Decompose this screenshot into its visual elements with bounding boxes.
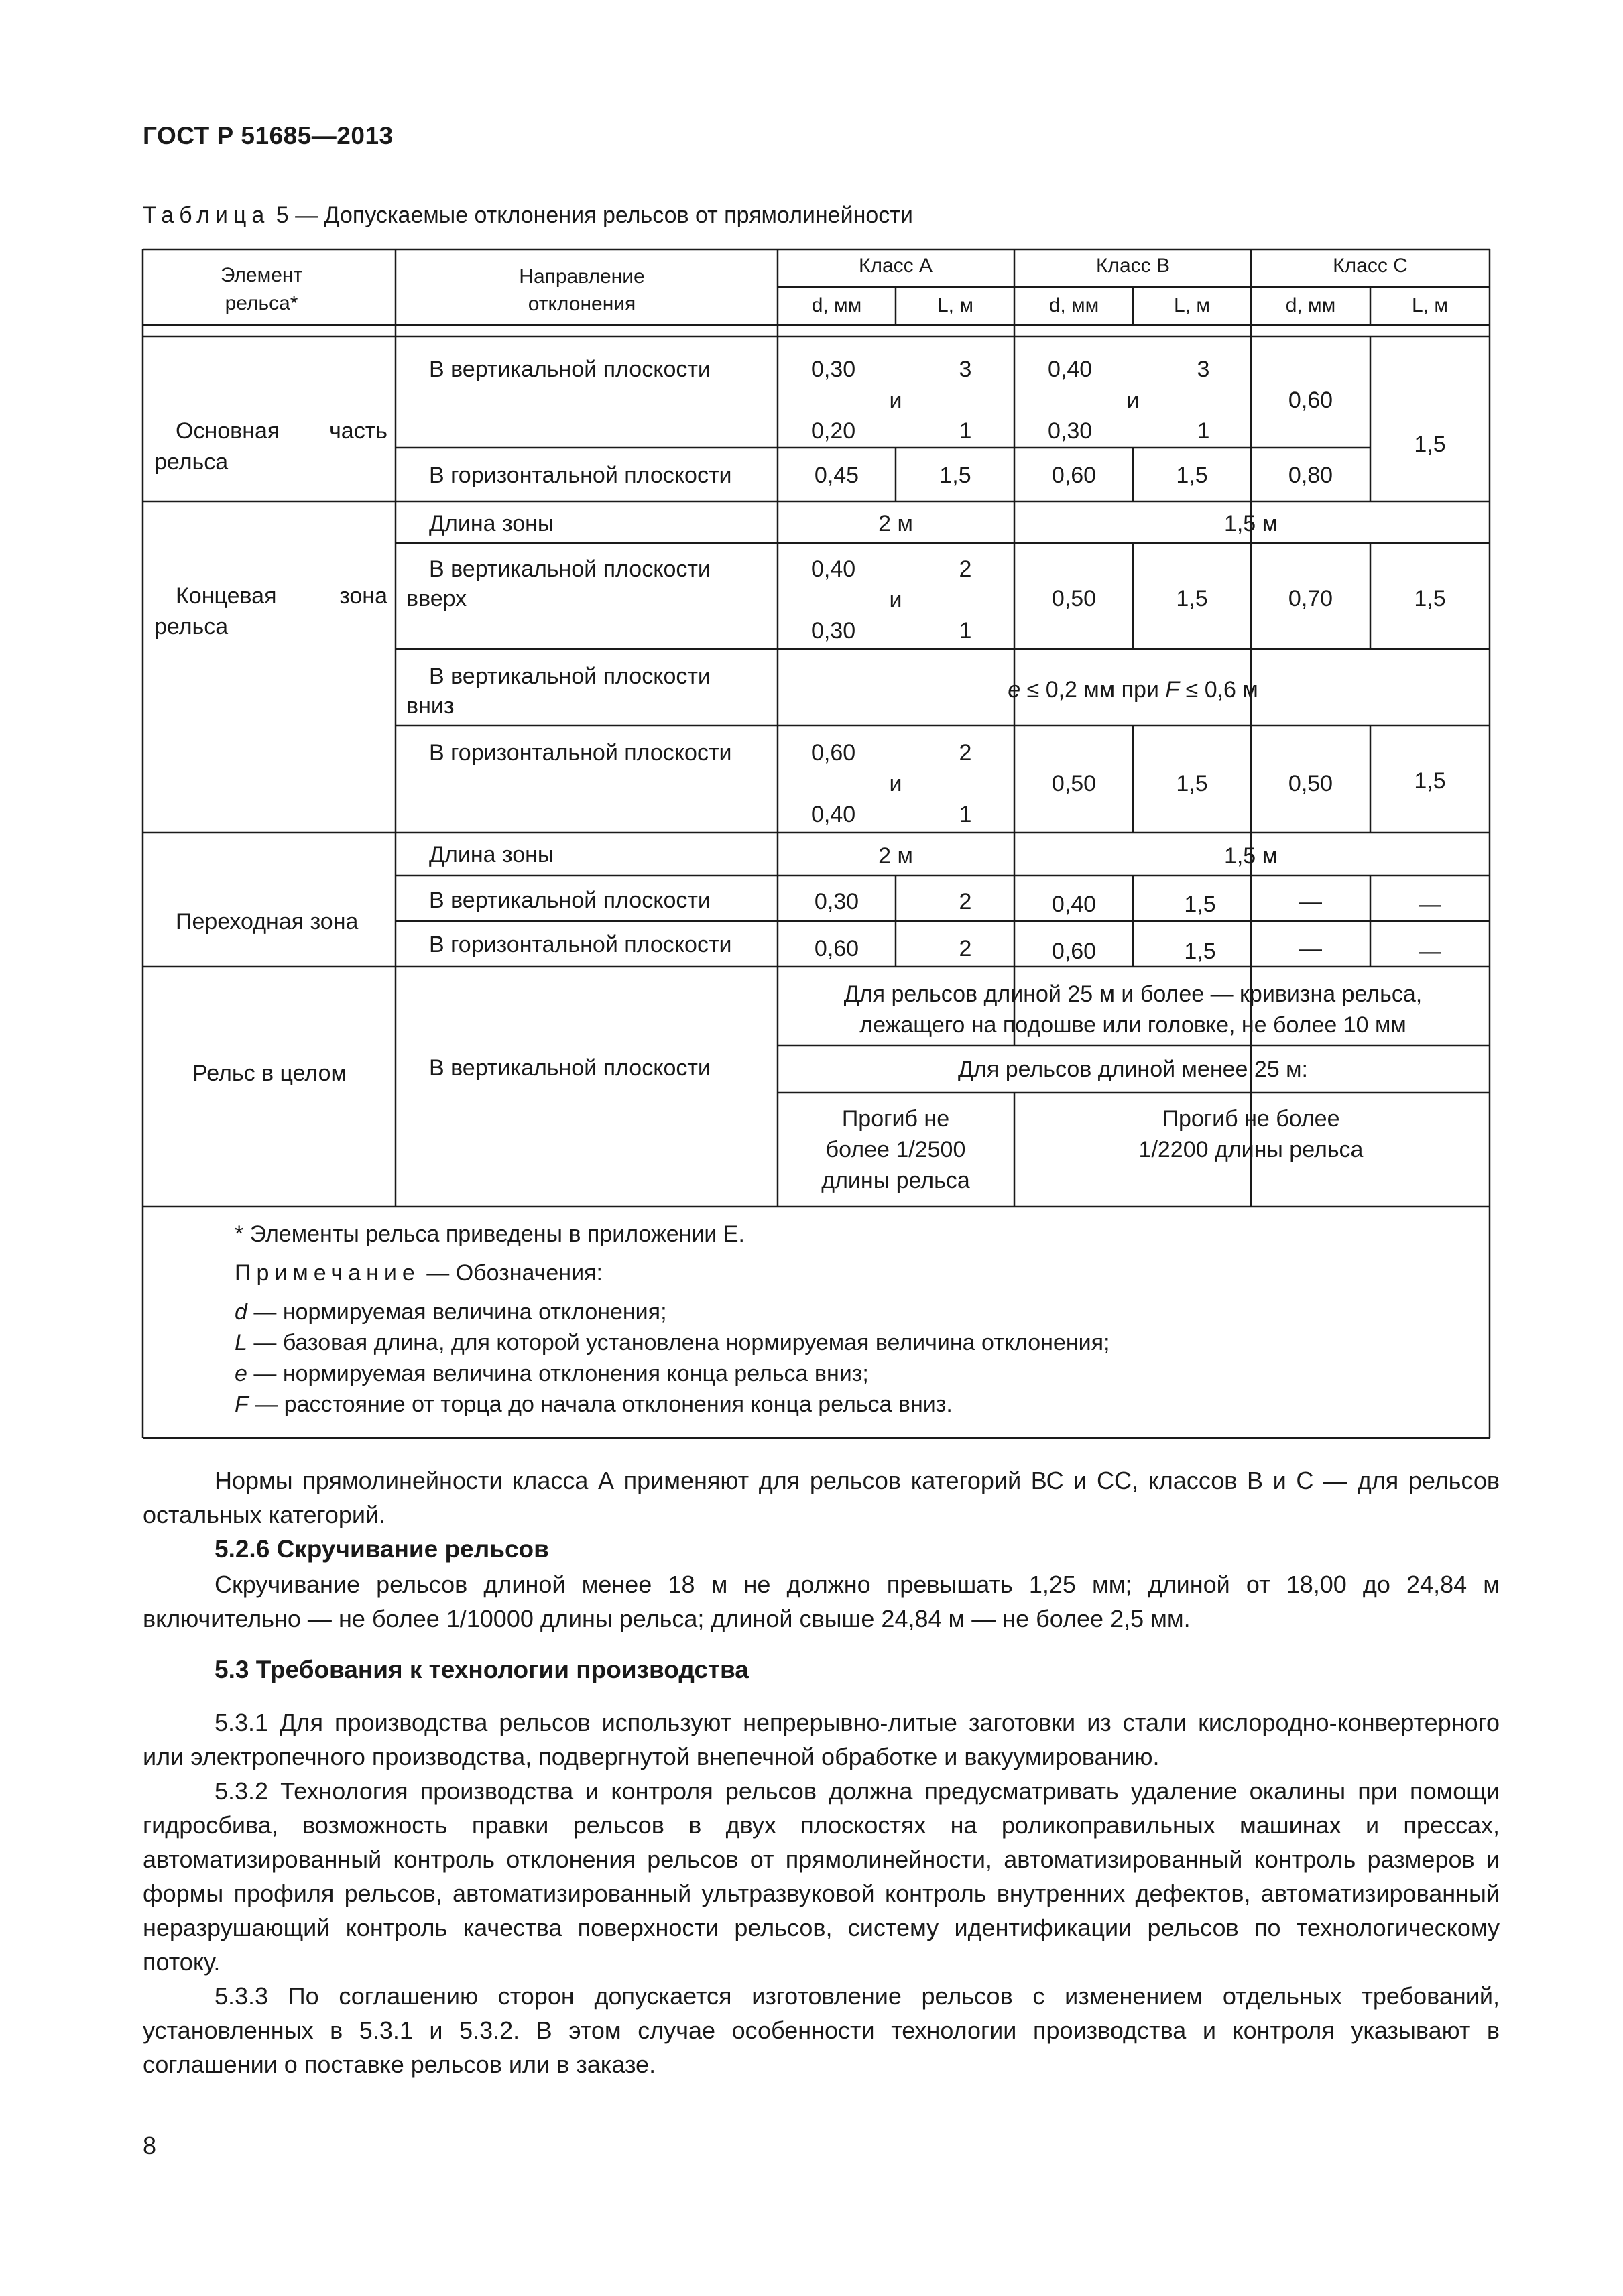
main-element-line1b: часть bbox=[329, 418, 387, 444]
end-up-a-d2: 0,30 bbox=[811, 618, 856, 644]
whole-bc-line2: 1/2200 длины рельса bbox=[1138, 1137, 1364, 1162]
body-section-53 bbox=[143, 1705, 1500, 2081]
table-caption-word: Таблица bbox=[143, 202, 270, 228]
main-v-b-d2: 0,30 bbox=[1048, 418, 1093, 444]
body-paragraph-norms bbox=[143, 1463, 1500, 1532]
end-h-b-l: 1,5 bbox=[1176, 771, 1208, 796]
transition-h-a-d: 0,60 bbox=[814, 936, 859, 961]
paragraph-532: 5.3.2 Технология производства и контроля рельсов должна предусматривать удаление окалины при помощи гидросбива, возможность правки рельсов в двух плоскостях на роликоправильных машинах и прессах, автоматизированный контроль отклонения рельсов от прямолинейности, автоматизированный контроль размеров и формы профиля рельсов, автоматизированный ультразвуковой контроль внутренних дефектов, автоматизированный неразрушающий контроль качества поверхности рельсов, систему идентификации рельсов по технологическому потоку. bbox=[143, 1777, 1500, 1976]
end-element-line1: Концевая bbox=[176, 583, 277, 609]
main-v-b-l1: 3 bbox=[1197, 357, 1210, 382]
whole-bc-line1: Прогиб не более bbox=[1162, 1106, 1340, 1132]
main-v-c-d: 0,60 bbox=[1288, 387, 1333, 413]
main-v-a-l2: 1 bbox=[959, 418, 972, 444]
main-v-a-d1: 0,30 bbox=[811, 357, 856, 382]
end-horizontal-label: В горизонтальной плоскости bbox=[429, 740, 732, 766]
whole-long-line1: Для рельсов длиной 25 м и более — кривизна рельса, bbox=[843, 981, 1423, 1007]
section-heading-526: 5.2.6 Скручивание рельсов bbox=[215, 1535, 549, 1563]
end-down-value bbox=[1008, 677, 1258, 703]
transition-horizontal-label: В горизонтальной плоскости bbox=[429, 932, 732, 957]
note-d-symbol: d bbox=[235, 1299, 247, 1325]
main-v-b-l2: 1 bbox=[1197, 418, 1210, 444]
header-class-a: Класс А bbox=[858, 255, 933, 277]
note-e bbox=[235, 1361, 869, 1386]
note-f-symbol: F bbox=[235, 1392, 249, 1417]
transition-v-b-d: 0,40 bbox=[1051, 892, 1097, 917]
transition-h-b-d: 0,60 bbox=[1051, 939, 1097, 964]
main-element-line2: рельса bbox=[154, 449, 229, 475]
main-v-b-and: и bbox=[1126, 387, 1140, 413]
note-d-text: — нормируемая величина отклонения; bbox=[247, 1299, 667, 1325]
main-v-a-l1: 3 bbox=[959, 357, 972, 382]
note-e-text: — нормируемая величина отклонения конца рельса вниз; bbox=[247, 1361, 869, 1386]
transition-v-b-l: 1,5 bbox=[1184, 892, 1216, 917]
end-up-a-l2: 1 bbox=[959, 618, 972, 644]
end-up-c-d: 0,70 bbox=[1288, 586, 1333, 611]
transition-v-a-l: 2 bbox=[959, 889, 972, 914]
end-element-line1b: зона bbox=[339, 583, 387, 609]
main-h-c-d: 0,80 bbox=[1288, 463, 1333, 488]
transition-h-c-d: — bbox=[1299, 936, 1322, 961]
note-l bbox=[235, 1330, 1109, 1355]
paragraph-twisting-text: Скручивание рельсов длиной менее 18 м не должно превышать 1,25 мм; длиной от 18,00 до 24,84 м включительно — не более 1/10000 длины рельса; длиной свыше 24,84 м — не более 2,5 мм. bbox=[143, 1571, 1500, 1632]
end-up-b-l: 1,5 bbox=[1176, 586, 1208, 611]
main-v-a-d2: 0,20 bbox=[811, 418, 856, 444]
whole-long-line2: лежащего на подошве или головке, не более 10 мм bbox=[859, 1012, 1406, 1038]
transition-v-c-l: — bbox=[1419, 892, 1441, 917]
note-rest: — Обозначения: bbox=[420, 1260, 603, 1286]
end-up-b-d: 0,50 bbox=[1051, 586, 1097, 611]
transition-v-c-d: — bbox=[1299, 889, 1322, 914]
transition-v-a-d: 0,30 bbox=[814, 889, 859, 914]
end-h-c-d: 0,50 bbox=[1288, 771, 1333, 796]
table-footnote: * Элементы рельса приведены в приложении Е. bbox=[235, 1221, 745, 1247]
end-h-a-l1: 2 bbox=[959, 740, 972, 766]
header-c-d: d, мм bbox=[1285, 294, 1336, 316]
table-note-title bbox=[235, 1260, 603, 1286]
end-h-a-d1: 0,60 bbox=[811, 740, 856, 766]
body-paragraph-twisting bbox=[143, 1567, 1500, 1636]
note-f bbox=[235, 1392, 953, 1417]
transition-vertical-label: В вертикальной плоскости bbox=[429, 888, 711, 913]
main-h-a-d: 0,45 bbox=[814, 463, 859, 488]
header-element-line1: Элемент bbox=[220, 264, 303, 286]
header-c-l: L, м bbox=[1412, 294, 1448, 316]
end-element-line2: рельса bbox=[154, 614, 229, 640]
main-v-b-d1: 0,40 bbox=[1048, 357, 1093, 382]
header-direction-line1: Направление bbox=[519, 265, 645, 288]
whole-short-label: Для рельсов длиной менее 25 м: bbox=[958, 1056, 1308, 1082]
header-direction-line2: отклонения bbox=[528, 293, 636, 315]
transition-zone-label: Длина зоны bbox=[429, 842, 554, 867]
end-up-a-d1: 0,40 bbox=[811, 556, 856, 582]
main-element-line1: Основная bbox=[176, 418, 280, 444]
table-caption-text: 5 — Допускаемые отклонения рельсов от прямолинейности bbox=[276, 202, 913, 228]
end-up-line2: вверх bbox=[406, 586, 467, 611]
main-v-a-and: и bbox=[889, 387, 902, 413]
section-heading-53: 5.3 Требования к технологии производства bbox=[215, 1656, 749, 1683]
whole-a-line3: длины рельса bbox=[821, 1168, 970, 1193]
note-l-text: — базовая длина, для которой установлена нормируемая величина отклонения; bbox=[247, 1330, 1110, 1355]
end-h-c-l: 1,5 bbox=[1414, 768, 1446, 794]
transition-zone-bc: 1,5 м bbox=[1223, 843, 1278, 869]
header-a-l: L, м bbox=[937, 294, 973, 316]
note-d bbox=[235, 1299, 667, 1325]
end-up-line1: В вертикальной плоскости bbox=[429, 556, 711, 582]
transition-h-b-l: 1,5 bbox=[1184, 939, 1216, 964]
whole-element: Рельс в целом bbox=[192, 1061, 347, 1086]
end-up-a-l1: 2 bbox=[959, 556, 972, 582]
end-h-a-d2: 0,40 bbox=[811, 802, 856, 827]
end-down-value-mid: ≤ 0,2 мм при bbox=[1020, 677, 1166, 703]
document-code: ГОСТ Р 51685—2013 bbox=[143, 122, 394, 149]
main-vertical-label: В вертикальной плоскости bbox=[429, 357, 711, 382]
paragraph-531: 5.3.1 Для производства рельсов используют непрерывно-литые заготовки из стали кислородно-конвертерного или электропечного производства, подвергнутой внепечной обработке и вакуумированию. bbox=[143, 1709, 1500, 1770]
note-e-symbol: e bbox=[235, 1361, 247, 1386]
end-down-f-symbol: F bbox=[1165, 677, 1180, 703]
whole-a-line2: более 1/2500 bbox=[825, 1137, 966, 1162]
header-b-l: L, м bbox=[1174, 294, 1210, 316]
transition-element: Переходная зона bbox=[176, 909, 359, 934]
page-number: 8 bbox=[143, 2132, 157, 2159]
note-word: Примечание bbox=[235, 1260, 420, 1286]
end-h-a-and: и bbox=[889, 771, 902, 796]
whole-a-line1: Прогиб не bbox=[841, 1106, 950, 1132]
end-up-a-and: и bbox=[889, 587, 902, 613]
header-class-c: Класс С bbox=[1333, 255, 1408, 277]
end-down-line1: В вертикальной плоскости bbox=[429, 664, 711, 689]
paragraph-533: 5.3.3 По соглашению сторон допускается изготовление рельсов с изменением отдельных требований, установленных в 5.3.1 и 5.3.2. В этом случае особенности технологии производства и контроля указывают в соглашении о поставке рельсов или в заказе. bbox=[143, 1982, 1500, 2078]
end-down-e-symbol: e bbox=[1008, 677, 1021, 703]
header-class-b: Класс В bbox=[1095, 255, 1170, 277]
main-h-b-d: 0,60 bbox=[1051, 463, 1097, 488]
main-h-b-l: 1,5 bbox=[1176, 463, 1208, 488]
transition-h-c-l: — bbox=[1419, 939, 1441, 964]
main-horizontal-label: В горизонтальной плоскости bbox=[429, 463, 732, 488]
end-up-c-l: 1,5 bbox=[1414, 586, 1446, 611]
end-h-a-l2: 1 bbox=[959, 802, 972, 827]
transition-h-a-l: 2 bbox=[959, 936, 972, 961]
note-l-symbol: L bbox=[235, 1330, 247, 1355]
header-element-line2: рельса* bbox=[225, 292, 298, 314]
end-zone-bc: 1,5 м bbox=[1223, 511, 1278, 536]
whole-direction: В вертикальной плоскости bbox=[429, 1055, 711, 1081]
end-zone-a: 2 м bbox=[878, 511, 913, 536]
transition-zone-a: 2 м bbox=[878, 843, 913, 869]
end-h-b-d: 0,50 bbox=[1051, 771, 1097, 796]
header-b-d: d, мм bbox=[1048, 294, 1099, 316]
end-down-value-end: ≤ 0,6 м bbox=[1179, 677, 1258, 703]
end-down-line2: вниз bbox=[406, 693, 455, 719]
paragraph-norms-text: Нормы прямолинейности класса А применяют для рельсов категорий ВС и СС, классов В и С — для рельсов остальных категорий. bbox=[143, 1467, 1500, 1528]
main-c-l: 1,5 bbox=[1414, 432, 1446, 457]
end-zone-label: Длина зоны bbox=[429, 511, 554, 536]
main-h-a-l: 1,5 bbox=[939, 463, 971, 488]
header-a-d: d, мм bbox=[811, 294, 862, 316]
note-f-text: — расстояние от торца до начала отклонения конца рельса вниз. bbox=[248, 1392, 953, 1417]
